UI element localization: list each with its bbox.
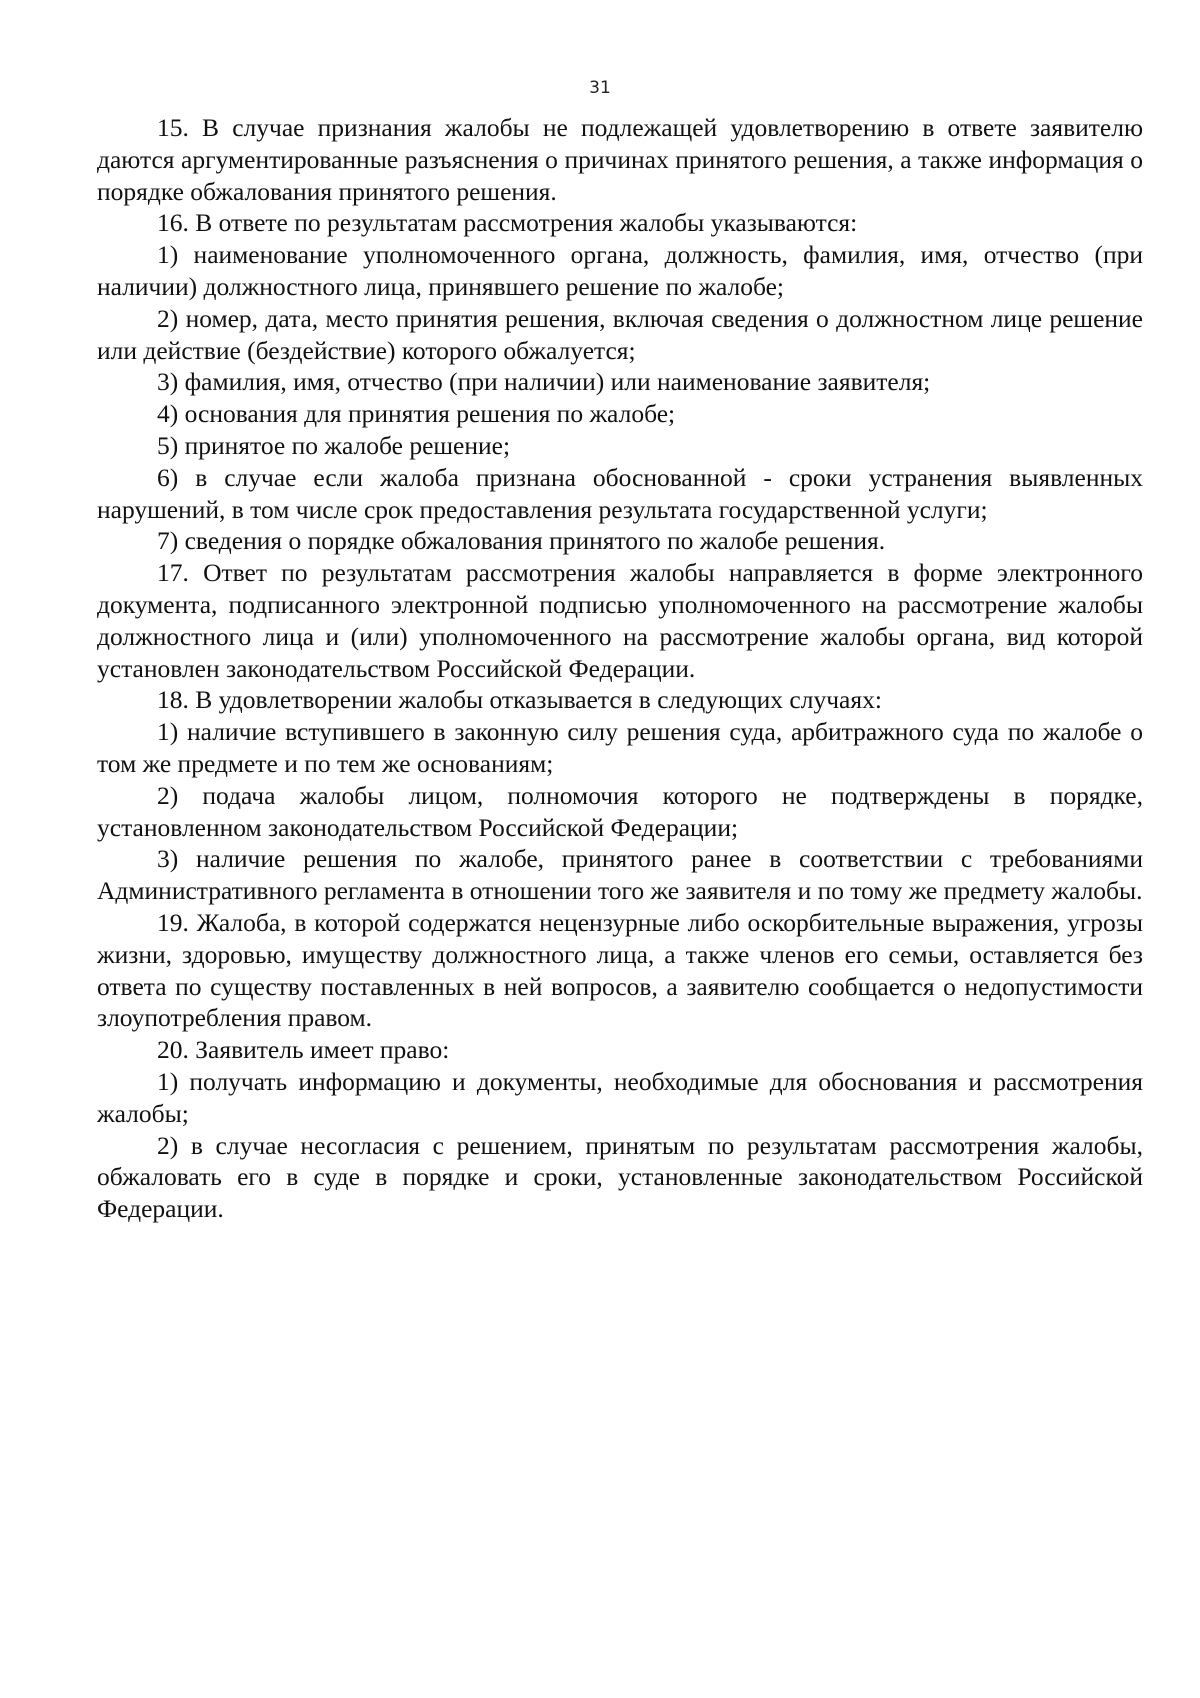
paragraph-20-item-1: 1) получать информацию и документы, необходимые для обоснования и рассмотрения жалобы;: [97, 1066, 1143, 1128]
paragraph-16-item-7: 7) сведения о порядке обжалования принятого по жалобе решения.: [157, 526, 886, 556]
paragraph-18-item-3: 3) наличие решения по жалобе, принятого ранее в соответствии с требованиями Административного регламента в отношении того же заявителя и по тому же предмету жалобы.: [97, 844, 1143, 906]
paragraph-15: 15. В случае признания жалобы не подлежащей удовлетворению в ответе заявителю даются аргументированные разъяснения о причинах принятого решения, а также информация о порядке обжалования принятого решения.: [97, 113, 1143, 206]
page-number: 31: [589, 78, 611, 98]
paragraph-16: 16. В ответе по результатам рассмотрения жалобы указываются:: [157, 208, 858, 238]
paragraph-16-item-3: 3) фамилия, имя, отчество (при наличии) или наименование заявителя;: [157, 367, 931, 397]
document-body: [97, 112, 1143, 1225]
paragraph-20: 20. Заявитель имеет право:: [157, 1035, 450, 1065]
paragraph-16-item-2: 2) номер, дата, место принятия решения, включая сведения о должностном лице решение или действие (бездействие) которого обжалуется;: [97, 303, 1143, 365]
paragraph-18-item-2: 2) подача жалобы лицом, полномочия которого не подтверждены в порядке, установленном законодательством Российской Федерации;: [97, 780, 1143, 842]
paragraph-17: 17. Ответ по результатам рассмотрения жалобы направляется в форме электронного документа, подписанного электронной подписью уполномоченного на рассмотрение жалобы должностного лица и (или) уполномоченного на рассмотрение жалобы органа, вид которой установлен законодательством Российской Федерации.: [97, 558, 1143, 683]
paragraph-20-item-2: 2) в случае несогласия с решением, принятым по результатам рассмотрения жалобы, обжаловать его в суде в порядке и сроки, установленные законодательством Российской Федерации.: [97, 1130, 1143, 1224]
paragraph-16-item-4: 4) основания для принятия решения по жалобе;: [157, 399, 676, 429]
paragraph-18: 18. В удовлетворении жалобы отказывается в следующих случаях:: [157, 685, 882, 715]
paragraph-19: 19. Жалоба, в которой содержатся нецензурные либо оскорбительные выражения, угрозы жизни, здоровью, имуществу должностного лица, а также членов его семьи, оставляется без ответа по существу поставленных в ней вопросов, а заявителю сообщается о недопустимости злоупотребления правом.: [97, 907, 1143, 1033]
paragraph-16-item-1: 1) наименование уполномоченного органа, должность, фамилия, имя, отчество (при наличии) должностного лица, принявшего решение по жалобе;: [97, 240, 1143, 301]
paragraph-18-item-1: 1) наличие вступившего в законную силу решения суда, арбитражного суда по жалобе о том же предмете и по тем же основаниям;: [97, 717, 1143, 778]
paragraph-16-item-6: 6) в случае если жалоба признана обоснованной - сроки устранения выявленных нарушений, в том числе срок предоставления результата государственной услуги;: [97, 462, 1143, 524]
paragraph-16-item-5: 5) принятое по жалобе решение;: [157, 430, 511, 460]
